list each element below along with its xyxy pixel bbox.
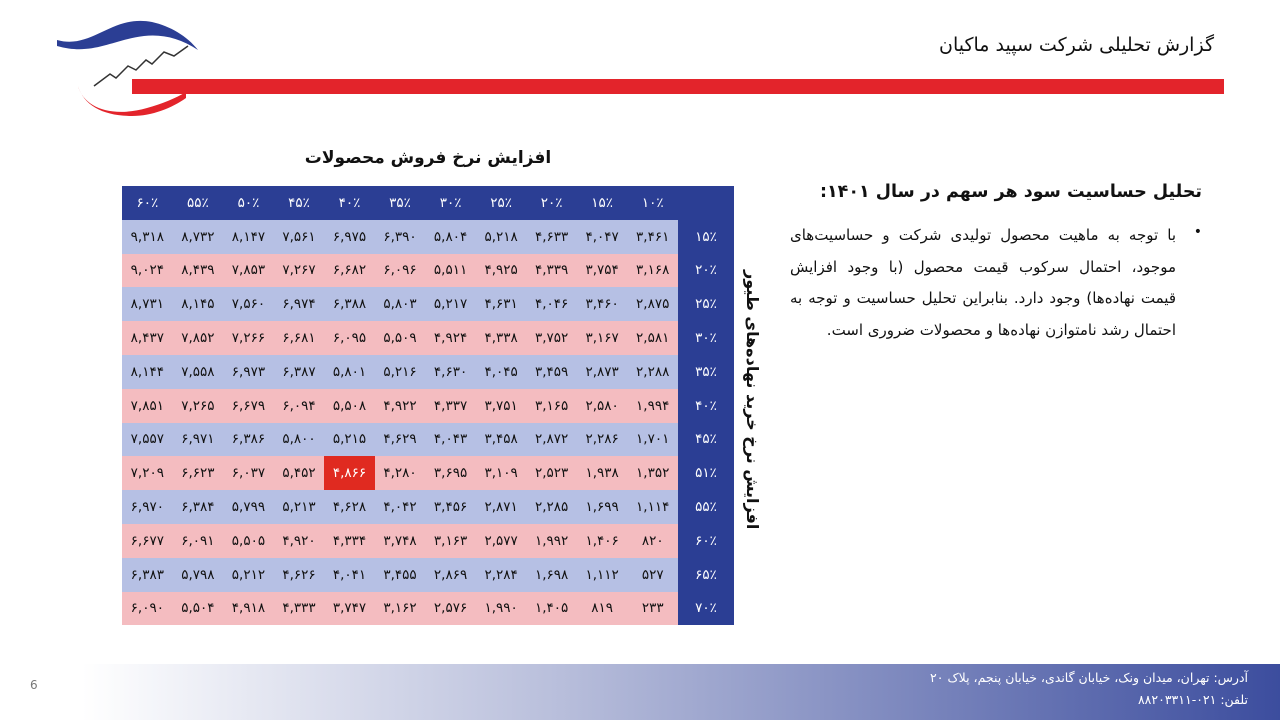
table-cell: ۱,۹۳۸ bbox=[577, 456, 628, 490]
table-cell: ۳,۴۵۵ bbox=[375, 558, 426, 592]
table-cell: ۲,۵۷۶ bbox=[425, 592, 476, 626]
table-cell: ۵۲۷ bbox=[627, 558, 678, 592]
table-cell: ۷,۸۵۱ bbox=[122, 389, 173, 423]
table-cell: ۴,۹۲۴ bbox=[425, 321, 476, 355]
table-cell: ۲,۸۷۲ bbox=[526, 423, 577, 457]
table-row bbox=[122, 355, 734, 389]
table-cell: ۶,۰۹۰ bbox=[122, 592, 173, 626]
footer-band bbox=[82, 664, 1280, 720]
table-cell: ۵,۲۱۷ bbox=[425, 287, 476, 321]
row-header: ۲۵٪ bbox=[678, 287, 734, 321]
table-cell: ۶,۹۷۵ bbox=[324, 220, 375, 254]
table-cell: ۵,۵۰۸ bbox=[324, 389, 375, 423]
table-cell: ۲,۸۷۱ bbox=[476, 490, 527, 524]
logo-blue-wave bbox=[57, 21, 198, 50]
table-cell: ۶,۰۹۶ bbox=[375, 254, 426, 288]
table-cell: ۱,۴۰۶ bbox=[577, 524, 628, 558]
table-cell: ۵,۵۰۵ bbox=[223, 524, 274, 558]
table-cell: ۵,۵۱۱ bbox=[425, 254, 476, 288]
table-cell: ۳,۷۵۴ bbox=[577, 254, 628, 288]
bullet-text: با توجه به ماهیت محصول تولیدی شرکت و حساسیت‌های موجود، احتمال سرکوب قیمت محصول (با وجود افزایش قیمت نهاده‌ها) وجود دارد. بنابراین تحلیل حساسیت و توجه به احتمال رشد نامتوازن نهاده‌ها و محصولات ضروری است. bbox=[790, 226, 1176, 339]
row-header: ۴۰٪ bbox=[678, 389, 734, 423]
table-cell: ۹,۳۱۸ bbox=[122, 220, 173, 254]
table-cell: ۳,۱۶۸ bbox=[627, 254, 678, 288]
table-cell: ۱,۶۹۸ bbox=[526, 558, 577, 592]
table-cell: ۴,۶۲۸ bbox=[324, 490, 375, 524]
table-cell: ۵,۲۱۲ bbox=[223, 558, 274, 592]
table-cell: ۴,۶۳۱ bbox=[476, 287, 527, 321]
table-cell: ۲,۵۸۱ bbox=[627, 321, 678, 355]
table-cell: ۵,۲۱۶ bbox=[375, 355, 426, 389]
table-cell: ۶,۹۷۳ bbox=[223, 355, 274, 389]
row-header: ۳۰٪ bbox=[678, 321, 734, 355]
footer-phone: تلفن: ۰۲۱-۸۸۲۰۳۳۱۱ bbox=[1137, 692, 1248, 707]
table-cell: ۲,۲۸۶ bbox=[577, 423, 628, 457]
table-cell: ۵,۸۰۱ bbox=[324, 355, 375, 389]
table-cell: ۳,۱۶۲ bbox=[375, 592, 426, 626]
table-cell: ۳,۷۴۸ bbox=[375, 524, 426, 558]
column-header: ۳۵٪ bbox=[375, 186, 426, 220]
table-cell: ۶,۰۹۱ bbox=[173, 524, 224, 558]
table-caption: افزایش نرخ فروش محصولات bbox=[304, 148, 552, 168]
table-row bbox=[122, 321, 734, 355]
table-cell: ۳,۱۶۳ bbox=[425, 524, 476, 558]
table-cell: ۴,۳۳۹ bbox=[526, 254, 577, 288]
table-cell: ۲,۵۲۳ bbox=[526, 456, 577, 490]
table-cell: ۷,۲۰۹ bbox=[122, 456, 173, 490]
table-cell: ۳,۴۵۸ bbox=[476, 423, 527, 457]
table-cell: ۴,۰۴۱ bbox=[324, 558, 375, 592]
table-cell: ۶,۳۸۶ bbox=[223, 423, 274, 457]
table-cell: ۴,۳۳۴ bbox=[324, 524, 375, 558]
row-header: ۴۵٪ bbox=[678, 423, 734, 457]
table-row bbox=[122, 456, 734, 490]
table-cell: ۶,۳۹۰ bbox=[375, 220, 426, 254]
table-cell: ۶,۶۷۹ bbox=[223, 389, 274, 423]
table-corner-cell bbox=[678, 186, 734, 220]
table-cell: ۸,۱۴۴ bbox=[122, 355, 173, 389]
table-cell: ۴,۳۳۳ bbox=[274, 592, 325, 626]
column-header: ۴۰٪ bbox=[324, 186, 375, 220]
table-row bbox=[122, 423, 734, 457]
table-cell: ۴,۹۲۰ bbox=[274, 524, 325, 558]
table-cell: ۶,۰۹۵ bbox=[324, 321, 375, 355]
bullet-item bbox=[790, 220, 1202, 346]
table-cell: ۳,۷۴۷ bbox=[324, 592, 375, 626]
table-cell: ۶,۰۳۷ bbox=[223, 456, 274, 490]
column-header: ۵۰٪ bbox=[223, 186, 274, 220]
table-cell: ۱,۳۵۲ bbox=[627, 456, 678, 490]
table-cell: ۲,۸۷۵ bbox=[627, 287, 678, 321]
table-cell: ۶,۶۲۳ bbox=[173, 456, 224, 490]
table-cell: ۲,۵۷۷ bbox=[476, 524, 527, 558]
table-cell: ۵,۲۱۳ bbox=[274, 490, 325, 524]
table-cell: ۷,۲۶۵ bbox=[173, 389, 224, 423]
table-row bbox=[122, 287, 734, 321]
table-cell: ۶,۳۸۳ bbox=[122, 558, 173, 592]
table-cell: ۴,۰۴۶ bbox=[526, 287, 577, 321]
table-cell: ۴,۰۴۵ bbox=[476, 355, 527, 389]
table-cell: ۸۱۹ bbox=[577, 592, 628, 626]
table-cell: ۸۲۰ bbox=[627, 524, 678, 558]
table-cell: ۵,۵۰۴ bbox=[173, 592, 224, 626]
table-row bbox=[122, 490, 734, 524]
table-cell: ۷,۲۶۶ bbox=[223, 321, 274, 355]
table-cell: ۳,۴۶۰ bbox=[577, 287, 628, 321]
table-cell: ۳,۴۵۹ bbox=[526, 355, 577, 389]
table-cell: ۷,۸۵۲ bbox=[173, 321, 224, 355]
table-row bbox=[122, 220, 734, 254]
row-header: ۵۱٪ bbox=[678, 456, 734, 490]
table-cell: ۴,۰۴۲ bbox=[375, 490, 426, 524]
table-cell: ۶,۳۸۷ bbox=[274, 355, 325, 389]
table-cell: ۵,۷۹۸ bbox=[173, 558, 224, 592]
column-header: ۱۰٪ bbox=[627, 186, 678, 220]
report-title: گزارش تحلیلی شرکت سپید ماکیان bbox=[939, 34, 1214, 56]
table-cell: ۹,۰۲۴ bbox=[122, 254, 173, 288]
table-cell: ۱,۱۱۴ bbox=[627, 490, 678, 524]
table-cell: ۶,۶۸۱ bbox=[274, 321, 325, 355]
table-cell: ۶,۹۷۱ bbox=[173, 423, 224, 457]
table-cell: ۱,۱۱۲ bbox=[577, 558, 628, 592]
row-header: ۲۰٪ bbox=[678, 254, 734, 288]
table-row bbox=[122, 524, 734, 558]
table-row bbox=[122, 389, 734, 423]
table-cell: ۶,۰۹۴ bbox=[274, 389, 325, 423]
highlighted-cell: ۴,۸۶۶ bbox=[324, 456, 375, 490]
table-cell: ۳,۴۶۱ bbox=[627, 220, 678, 254]
column-header: ۶۰٪ bbox=[122, 186, 173, 220]
section-title: تحلیل حساسیت سود هر سهم در سال ۱۴۰۱: bbox=[819, 182, 1202, 202]
table-cell: ۷,۲۶۷ bbox=[274, 254, 325, 288]
header-red-bar bbox=[132, 79, 1224, 94]
table-cell: ۸,۷۳۲ bbox=[173, 220, 224, 254]
table-cell: ۴,۲۸۰ bbox=[375, 456, 426, 490]
table-cell: ۴,۳۳۸ bbox=[476, 321, 527, 355]
table-cell: ۳,۴۵۶ bbox=[425, 490, 476, 524]
table-cell: ۳,۱۶۵ bbox=[526, 389, 577, 423]
table-cell: ۲,۲۸۴ bbox=[476, 558, 527, 592]
table-cell: ۴,۶۳۰ bbox=[425, 355, 476, 389]
table-cell: ۳,۶۹۵ bbox=[425, 456, 476, 490]
table-cell: ۶,۹۷۰ bbox=[122, 490, 173, 524]
row-header: ۳۵٪ bbox=[678, 355, 734, 389]
table-cell: ۳,۱۰۹ bbox=[476, 456, 527, 490]
row-header: ۱۵٪ bbox=[678, 220, 734, 254]
company-logo bbox=[52, 16, 202, 118]
table-cell: ۱,۶۹۹ bbox=[577, 490, 628, 524]
table-cell: ۸,۱۴۵ bbox=[173, 287, 224, 321]
table-cell: ۳,۱۶۷ bbox=[577, 321, 628, 355]
column-header: ۲۰٪ bbox=[526, 186, 577, 220]
table-cell: ۵,۸۰۳ bbox=[375, 287, 426, 321]
table-cell: ۳,۷۵۲ bbox=[526, 321, 577, 355]
table-side-label: افزایش نرخ خرید نهاده‌های طیور bbox=[743, 270, 762, 530]
table-cell: ۴,۹۲۵ bbox=[476, 254, 527, 288]
table-cell: ۵,۸۰۰ bbox=[274, 423, 325, 457]
table-cell: ۵,۲۱۵ bbox=[324, 423, 375, 457]
table-cell: ۵,۲۱۸ bbox=[476, 220, 527, 254]
table-cell: ۵,۷۹۹ bbox=[223, 490, 274, 524]
table-cell: ۷,۵۶۱ bbox=[274, 220, 325, 254]
sensitivity-table bbox=[122, 186, 734, 625]
table-cell: ۴,۹۱۸ bbox=[223, 592, 274, 626]
table-cell: ۱,۴۰۵ bbox=[526, 592, 577, 626]
table-cell: ۴,۳۳۷ bbox=[425, 389, 476, 423]
page-number: 6 bbox=[30, 678, 38, 692]
table-cell: ۷,۵۵۸ bbox=[173, 355, 224, 389]
table-cell: ۴,۶۲۹ bbox=[375, 423, 426, 457]
table-cell: ۲,۲۸۸ bbox=[627, 355, 678, 389]
table-cell: ۶,۶۸۲ bbox=[324, 254, 375, 288]
table-row bbox=[122, 592, 734, 626]
table-cell: ۷,۸۵۳ bbox=[223, 254, 274, 288]
row-header: ۶۵٪ bbox=[678, 558, 734, 592]
table-cell: ۲,۸۷۳ bbox=[577, 355, 628, 389]
table-cell: ۴,۶۲۶ bbox=[274, 558, 325, 592]
table-cell: ۴,۰۴۷ bbox=[577, 220, 628, 254]
table-cell: ۲,۸۶۹ bbox=[425, 558, 476, 592]
table-cell: ۱,۹۹۲ bbox=[526, 524, 577, 558]
table-cell: ۴,۶۳۳ bbox=[526, 220, 577, 254]
row-header: ۷۰٪ bbox=[678, 592, 734, 626]
row-header: ۵۵٪ bbox=[678, 490, 734, 524]
column-header: ۵۵٪ bbox=[173, 186, 224, 220]
table-cell: ۱,۷۰۱ bbox=[627, 423, 678, 457]
table-cell: ۱,۹۹۰ bbox=[476, 592, 527, 626]
table-cell: ۸,۷۳۱ bbox=[122, 287, 173, 321]
table-cell: ۸,۱۴۷ bbox=[223, 220, 274, 254]
table-cell: ۳,۷۵۱ bbox=[476, 389, 527, 423]
table-header-row bbox=[122, 186, 734, 220]
row-header: ۶۰٪ bbox=[678, 524, 734, 558]
column-header: ۴۵٪ bbox=[274, 186, 325, 220]
table-cell: ۷,۵۵۷ bbox=[122, 423, 173, 457]
footer-address: آدرس: تهران، میدان ونک، خیابان گاندی، خیابان پنجم، پلاک ۲۰ bbox=[930, 670, 1248, 685]
column-header: ۳۰٪ bbox=[425, 186, 476, 220]
table-cell: ۶,۳۸۴ bbox=[173, 490, 224, 524]
table-cell: ۶,۹۷۴ bbox=[274, 287, 325, 321]
bullet-dot-icon: • bbox=[1193, 224, 1202, 240]
table-cell: ۵,۵۰۹ bbox=[375, 321, 426, 355]
table-cell: ۷,۵۶۰ bbox=[223, 287, 274, 321]
table-cell: ۵,۴۵۲ bbox=[274, 456, 325, 490]
table-row bbox=[122, 254, 734, 288]
column-header: ۱۵٪ bbox=[577, 186, 628, 220]
table-cell: ۸,۴۳۷ bbox=[122, 321, 173, 355]
table-cell: ۲,۵۸۰ bbox=[577, 389, 628, 423]
table-cell: ۶,۶۷۷ bbox=[122, 524, 173, 558]
table-cell: ۸,۴۳۹ bbox=[173, 254, 224, 288]
table-row bbox=[122, 558, 734, 592]
table-cell: ۴,۹۲۲ bbox=[375, 389, 426, 423]
table-cell: ۲,۲۸۵ bbox=[526, 490, 577, 524]
column-header: ۲۵٪ bbox=[476, 186, 527, 220]
table-cell: ۶,۳۸۸ bbox=[324, 287, 375, 321]
table-cell: ۴,۰۴۳ bbox=[425, 423, 476, 457]
table-cell: ۲۳۳ bbox=[627, 592, 678, 626]
table-cell: ۵,۸۰۴ bbox=[425, 220, 476, 254]
table-cell: ۱,۹۹۴ bbox=[627, 389, 678, 423]
